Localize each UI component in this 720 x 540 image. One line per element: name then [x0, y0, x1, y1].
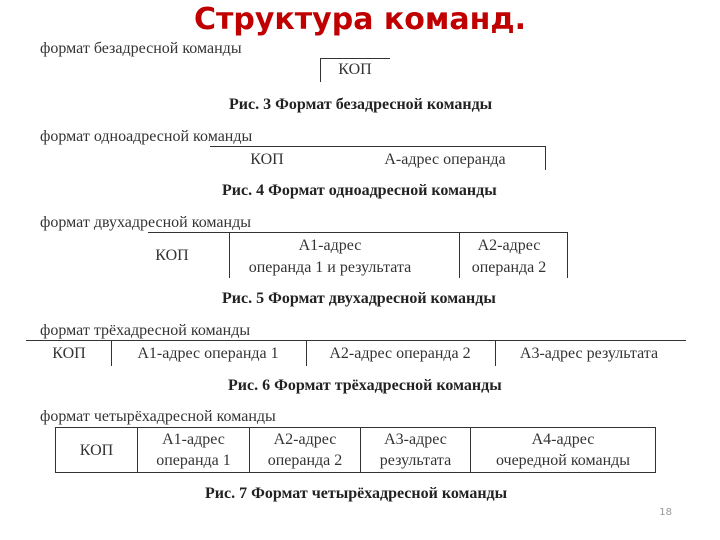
fig4-caption: Рис. 4 Формат одноадресной команды	[222, 182, 497, 199]
fig5-cell-a1-line2: операнда 1 и результата	[248, 259, 412, 276]
fig6-divider-1	[111, 340, 112, 366]
fig6-cell-a1: А1-адрес операнда 1	[137, 345, 279, 362]
fig5-caption: Рис. 5 Формат двухадресной команды	[222, 290, 496, 307]
fig3-caption: Рис. 3 Формат безадресной команды	[229, 96, 493, 113]
fig7-right-line	[655, 427, 656, 473]
fig7-cell-kop: КОП	[79, 442, 114, 459]
fig3-cell-kop: КОП	[338, 61, 372, 78]
fig6-cell-a3: А3-адрес результата	[519, 345, 659, 362]
fig4-cell-kop: КОП	[250, 151, 284, 168]
fig5-cell-a1-line1: А1-адрес	[298, 237, 362, 254]
fig7-cell-a3-line1: А3-адрес	[384, 431, 447, 448]
fig6-divider-2	[306, 340, 307, 366]
fig6-top-line	[26, 340, 686, 341]
fig6-cell-a2: А2-адрес операнда 2	[329, 345, 471, 362]
fig7-top-line	[55, 427, 656, 428]
fig4-cell-a-address: А-адрес операнда	[384, 151, 506, 168]
fig6-caption: Рис. 6 Формат трёхадресной команды	[228, 377, 502, 394]
fig7-cell-a1-line2: операнда 1	[156, 452, 231, 469]
fig7-cell-a3-line2: результата	[379, 452, 452, 469]
fig4-label: формат одноадресной команды	[40, 128, 253, 145]
fig4-right-line	[545, 146, 546, 170]
fig5-label: формат двухадресной команды	[40, 214, 251, 231]
fig5-right-line	[567, 232, 568, 278]
slide-title: Структура команд.	[194, 2, 526, 37]
fig5-cell-a2-line2: операнда 2	[471, 259, 547, 276]
fig6-divider-3	[495, 340, 496, 366]
fig3-label: формат безадресной команды	[40, 40, 242, 57]
fig7-cell-a2-line2: операнда 2	[267, 452, 343, 469]
fig6-cell-kop: КОП	[52, 345, 86, 362]
fig7-bottom-line	[55, 472, 656, 473]
fig5-top-line	[148, 232, 568, 233]
fig4-top-line	[210, 146, 546, 147]
fig7-cell-a4-line1: А4-адрес	[531, 431, 595, 448]
fig7-cell-a1-line1: А1-адрес	[162, 431, 225, 448]
fig5-cell-a2-line1: А2-адрес	[477, 237, 541, 254]
fig7-caption: Рис. 7 Формат четырёхадресной команды	[205, 485, 508, 502]
page-number: 18	[659, 507, 672, 518]
fig5-cell-kop: КОП	[155, 247, 189, 264]
fig6-label: формат трёхадресной команды	[40, 322, 251, 339]
fig7-cell-a2-line1: А2-адрес	[273, 431, 337, 448]
fig7-cell-a4-line2: очередной команды	[495, 452, 631, 469]
fig7-label: формат четырёхадресной команды	[40, 408, 276, 425]
fig3-top-line	[320, 58, 390, 59]
